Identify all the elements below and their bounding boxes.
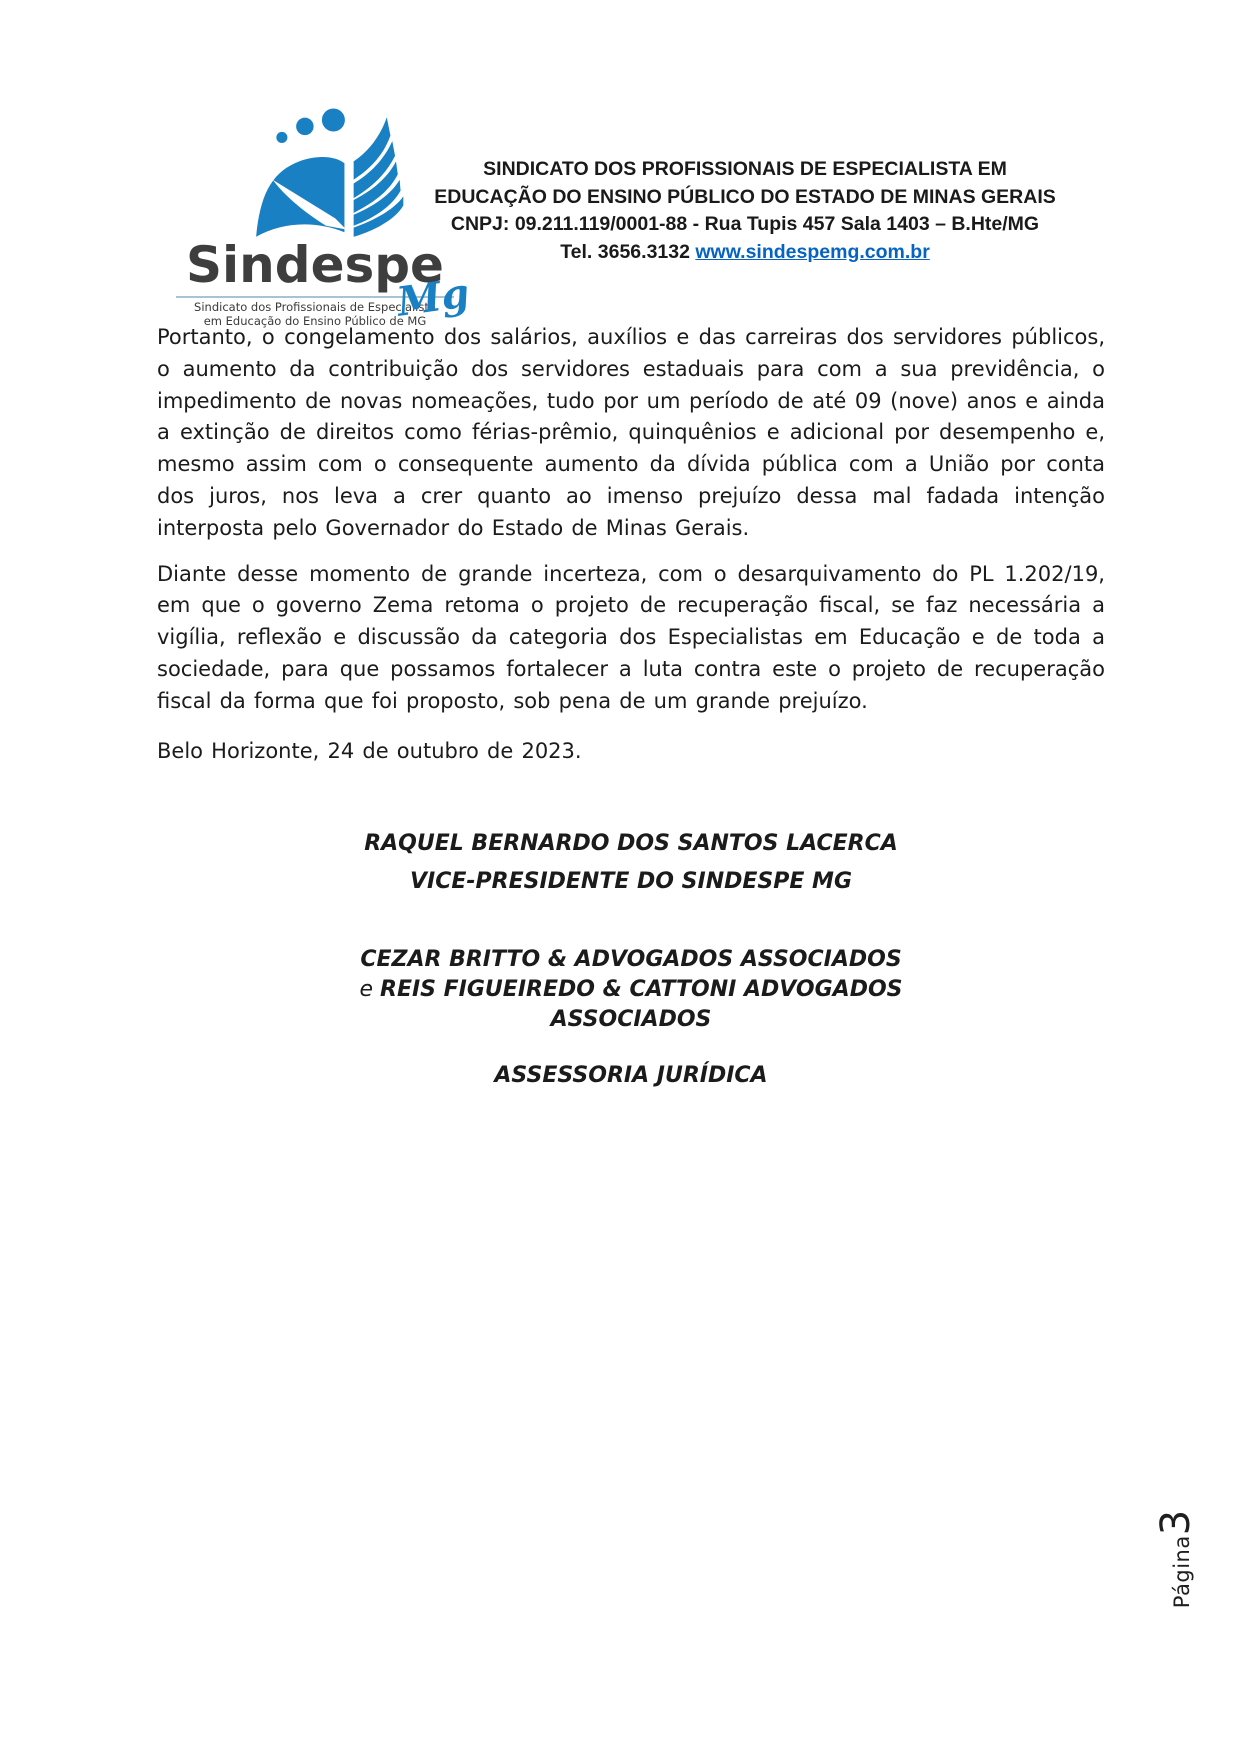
logo-wordmark: Sindespe — [186, 236, 444, 294]
signer-title: VICE-PRESIDENTE DO SINDESPE MG — [410, 869, 852, 895]
signer-name: RAQUEL BERNARDO DOS SANTOS LACERCA — [364, 831, 898, 857]
firm-line-3: ASSOCIADOS — [550, 1007, 712, 1033]
paragraph-1: Portanto, o congelamento dos salários, auxílios e das carreiras dos servidores públicos, o aumento da contribuição dos servidores estaduais para com a sua previdência, o impedimento de novas nomeações, tudo por um período de até 09 (nove) anos e ainda a extinção de direitos como férias-prêmio, quinquênios e adicional por desempenho e, mesmo assim com o consequente aumento da dívida pública com a União por conta dos juros, nos leva a crer quanto ao imenso prejuízo dessa mal fadada intenção interposta pelo Governador do Estado de Minas Gerais. — [157, 325, 1105, 540]
org-name-line1: SINDICATO DOS PROFISSIONAIS DE ESPECIALISTA EM — [483, 158, 1007, 180]
law-firms-block — [157, 945, 1105, 1035]
org-contact-line — [415, 239, 1075, 267]
firm-line-2-text: REIS FIGUEIREDO & CATTONI ADVOGADOS — [380, 977, 903, 1003]
firm-conjunction: e — [359, 977, 380, 1003]
paragraph-2: Diante desse momento de grande incerteza, com o desarquivamento do PL 1.202/19, em que o governo Zema retoma o projeto de recuperação fiscal, se faz necessária a vigília, reflexão e discussão da categoria dos Especialistas em Educação e de toda a sociedade, para que possamos fortalecer a luta contra este o projeto de recuperação fiscal da forma que foi proposto, sob pena de um grande prejuízo. — [157, 561, 1105, 713]
org-name-line2: EDUCAÇÃO DO ENSINO PÚBLICO DO ESTADO DE MINAS GERAIS — [434, 185, 1056, 208]
page-number — [1153, 1510, 1199, 1608]
logo-mg-script: Mg — [393, 269, 472, 326]
org-cnpj-address-line: CNPJ: 09.211.119/0001-88 - Rua Tupis 457 Sala 1403 – B.Hte/MG — [450, 213, 1040, 235]
website-link[interactable]: www.sindespemg.com.br — [695, 240, 930, 263]
page-number-value: 3 — [1153, 1509, 1199, 1536]
logo-tagline-line1: Sindicato dos Profissionais de Especialista — [194, 300, 436, 314]
logo-dots — [276, 108, 345, 142]
date-line: Belo Horizonte, 24 de outubro de 2023. — [157, 738, 582, 763]
legal-department: ASSESSORIA JURÍDICA — [494, 1063, 768, 1089]
logo-book-icon — [220, 108, 410, 246]
page-number-label: Página — [1170, 1535, 1194, 1609]
firm-line-2 — [157, 975, 1105, 1005]
signature-block — [157, 829, 1105, 1091]
org-address-block — [415, 156, 1075, 266]
letter-body — [157, 322, 1105, 1091]
firm-line-1: CEZAR BRITTO & ADVOGADOS ASSOCIADOS — [360, 947, 902, 973]
logo-tagline-line2: em Educação do Ensino Público de MG — [203, 313, 427, 328]
org-phone: Tel. 3656.3132 — [560, 240, 696, 263]
